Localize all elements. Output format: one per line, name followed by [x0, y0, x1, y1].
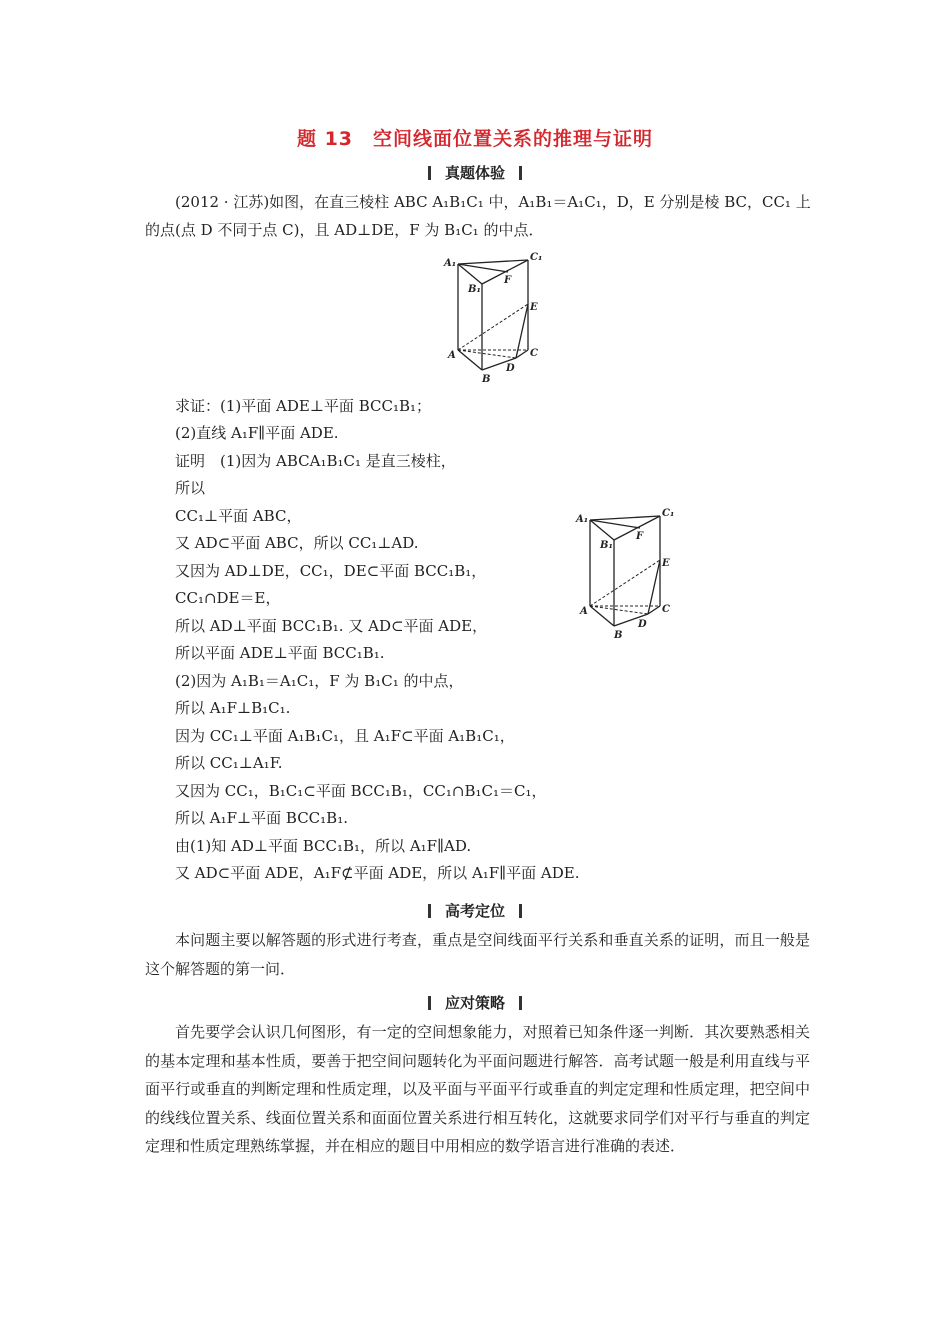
- section-heading-text: 真题体验: [444, 164, 505, 182]
- label-A: A: [580, 606, 588, 617]
- label-A1: A₁: [444, 258, 457, 269]
- label-D: D: [638, 619, 647, 630]
- label-B: B: [614, 630, 623, 641]
- label-F: F: [636, 531, 644, 542]
- proof-line: 所以 AD⊥平面 BCC₁B₁. 又 AD⊂平面 ADE，: [175, 617, 488, 635]
- label-D: D: [506, 363, 515, 374]
- section-bar-left: [428, 996, 431, 1010]
- proof-line: (2)因为 A₁B₁＝A₁C₁，F 为 B₁C₁ 的中点，: [175, 672, 464, 690]
- strategy-paragraph: 首先要学会认识几何图形，有一定的空间想象能力，对照着已知条件逐一判断．其次要熟悉相关的基本定理和基本性质，要善于把空间问题转化为平面问题进行解答．高考试题一般是利用直线与平面平行或垂直的判断定理和性质定理，以及平面与平面平行或垂直的判定定理和性质定理，把空间中的线线位置关系、线面位置关系和面面位置关系进行相互转化，这就要求同学们对平行与垂直的判定定理和性质定理熟练掌握，并在相应的题目中用相应的数学语言进行准确的表述．: [145, 1023, 810, 1155]
- label-B1: B₁: [600, 540, 613, 551]
- section-bar-left: [428, 166, 431, 180]
- section-bar-left: [428, 904, 431, 918]
- problem-line-2: 的点(点 D 不同于点 C)，且 AD⊥DE，F 为 B₁C₁ 的中点．: [145, 221, 544, 239]
- section-bar-right: [519, 996, 522, 1010]
- proof-line: 又因为 CC₁，B₁C₁⊂平面 BCC₁B₁，CC₁∩B₁C₁＝C₁，: [175, 782, 547, 800]
- proof-line: 所以 A₁F⊥B₁C₁.: [175, 699, 291, 717]
- label-E: E: [662, 558, 670, 569]
- proof-line: 由(1)知 AD⊥平面 BCC₁B₁，所以 A₁F∥AD.: [175, 837, 472, 855]
- proof-line: 求证：(1)平面 ADE⊥平面 BCC₁B₁；: [175, 397, 432, 415]
- label-E: E: [530, 302, 538, 313]
- label-A1: A₁: [576, 514, 589, 525]
- proof-line: 因为 CC₁⊥平面 A₁B₁C₁，且 A₁F⊂平面 A₁B₁C₁，: [175, 727, 515, 745]
- label-C1: C₁: [662, 508, 675, 519]
- page-title: 题 13 空间线面位置关系的推理与证明: [296, 128, 654, 150]
- label-C: C: [530, 348, 538, 359]
- proof-line: 所以 A₁F⊥平面 BCC₁B₁.: [175, 809, 348, 827]
- section-bar-right: [519, 166, 522, 180]
- problem-line-1: (2012 · 江苏)如图，在直三棱柱 ABC A₁B₁C₁ 中，A₁B₁＝A₁C₁，D，E 分别是棱 BC，CC₁ 上: [175, 193, 811, 211]
- proof-line: CC₁∩DE＝E，: [175, 589, 281, 607]
- section-heading-strategy: [0, 992, 950, 1013]
- positioning-paragraph: 本问题主要以解答题的形式进行考查，重点是空间线面平行关系和垂直关系的证明，而且一般是这个解答题的第一问．: [145, 931, 810, 978]
- section-heading-text: 应对策略: [444, 994, 505, 1012]
- section-bar-right: [519, 904, 522, 918]
- proof-line: 证明 (1)因为 ABCA₁B₁C₁ 是直三棱柱，: [175, 452, 456, 470]
- label-B: B: [482, 374, 491, 385]
- section-heading-positioning: [0, 900, 950, 921]
- proof-line: 所以 CC₁⊥A₁F.: [175, 754, 283, 772]
- proof-line: 又因为 AD⊥DE，CC₁，DE⊂平面 BCC₁B₁，: [175, 562, 487, 580]
- proof-line: 又 AD⊂平面 ABC，所以 CC₁⊥AD.: [175, 534, 419, 552]
- label-F: F: [504, 275, 512, 286]
- proof-line: 所以平面 ADE⊥平面 BCC₁B₁.: [175, 644, 385, 662]
- section-heading-real-problems: [0, 162, 950, 183]
- label-C: C: [662, 604, 670, 615]
- prism-figure-1: [440, 250, 550, 390]
- label-B1: B₁: [468, 284, 481, 295]
- proof-line: 所以: [175, 479, 206, 497]
- label-C1: C₁: [530, 252, 543, 263]
- prism-figure-2: [572, 506, 682, 646]
- proof-line: CC₁⊥平面 ABC，: [175, 507, 302, 525]
- label-A: A: [448, 350, 456, 361]
- proof-line: (2)直线 A₁F∥平面 ADE.: [175, 424, 339, 442]
- proof-line: 又 AD⊂平面 ADE，A₁F⊄平面 ADE，所以 A₁F∥平面 ADE.: [175, 864, 580, 882]
- section-heading-text: 高考定位: [444, 902, 505, 920]
